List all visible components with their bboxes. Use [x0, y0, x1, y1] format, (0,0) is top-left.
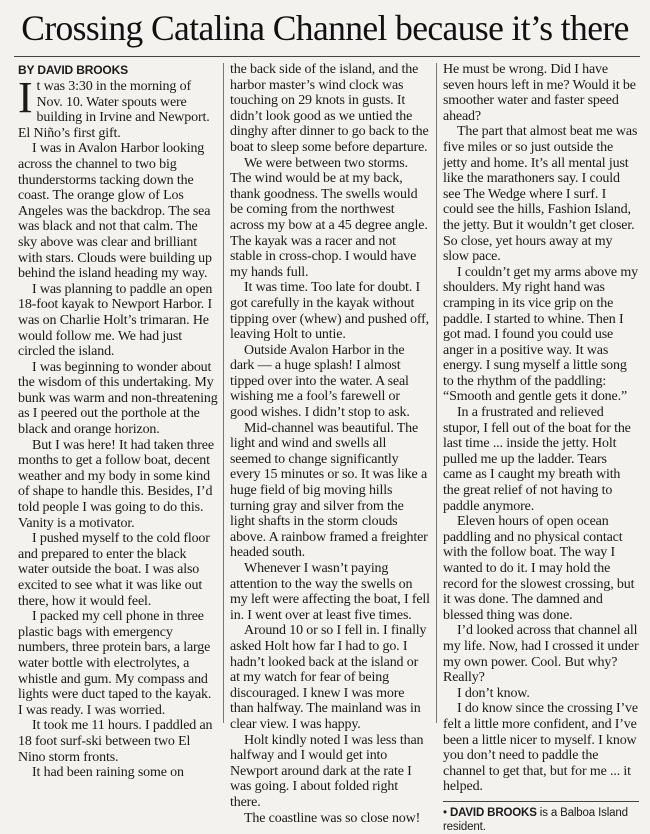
paragraph: It had been raining some on	[32, 765, 184, 781]
paragraph: I do know since the crossing I’ve felt a little more confident, and I’ve been a little nicer to myself. I know you don’t need to paddle the channel to get that, but for me ... it helped.	[443, 701, 638, 795]
paragraph: We were between two storms. The wind would be at my back, thank goodness. The swells would be coming from the northwest across my bow at a 45 degree angle. The kayak was a racer and not stable in cross-chop. I would have my hands full.	[230, 155, 428, 280]
byline: BY DAVID BROOKS	[18, 63, 128, 77]
paragraph: The coastline was so close now!	[244, 810, 421, 826]
bullet-icon: •	[443, 806, 447, 819]
paragraph: I pushed myself to the cold floor and prepared to enter the black water outside the boat. I was also excited to see what it was like out there, how it would feel.	[18, 531, 210, 609]
paragraph: I was beginning to wonder about the wisdom of this undertaking. My bunk was warm and non-threatening as I peered out the porthole at the black and orange horizon.	[18, 359, 218, 438]
paragraph: I couldn’t get my arms above my shoulders. My right hand was cramping in its vice grip on the paddle. I started to whine. Then I got mad. I found you could use anger in a positive way. It was energy. I sung myself a little song to the rhythm of the paddling: “Smooth and gentle gets it done.”	[443, 264, 638, 405]
column-divider	[223, 63, 224, 723]
paragraph: Around 10 or so I fell in. I finally asked Holt how far I had to go. I hadn’t looked back at the island or at my watch for fear of being discouraged. I knew I was more than halfway. The mainland was in clear view. I was happy.	[230, 623, 427, 732]
author-tagline	[443, 801, 639, 834]
paragraph: He must be wrong. Did I have seven hours left in me? Would it be smoother water and faster speed ahead?	[443, 62, 636, 124]
paragraph: I was planning to paddle an open 18-foot kayak to Newport Harbor. I was on Charlie Holt’s trimaran. He would follow me. We had just circled the island.	[18, 281, 213, 360]
headline: Crossing Catalina Channel because it’s there	[21, 8, 629, 48]
author-bio: is a Balboa Island resident.	[443, 806, 628, 833]
headline-rule	[14, 56, 640, 57]
author-name: DAVID BROOKS	[449, 806, 537, 819]
column-divider	[436, 63, 437, 723]
lead-paragraph: It was 3:30 in the morning of Nov. 10. Water spouts were building in Irvine and Newport. El Niño’s first gift.	[18, 73, 210, 141]
paragraph: I was in Avalon Harbor looking across the channel to two big thunderstorms tacking down the coast. The orange glow of Los Angeles was the backdrop. The sea was black and not that calm. The sky above was clear and brilliant with stars. Clouds were building up behind the island heading my way.	[18, 141, 212, 282]
paragraph: Whenever I wasn’t paying attention to the way the swells on my left were affecting the boat, I fell in. I went over at least five times.	[230, 561, 430, 623]
paragraph: I don’t know.	[457, 685, 530, 701]
paragraph: In a frustrated and relieved stupor, I fell out of the boat for the last time ... inside the jetty. Holt pulled me up the ladder. Tears came as I caught my breath with the great relief of not having to paddle anymore.	[443, 405, 631, 514]
drop-cap: I	[18, 73, 33, 122]
paragraph: Holt kindly noted I was less than halfway and I would get into Newport around dark at the rate I was going. I about folded right there.	[230, 732, 424, 810]
paragraph: I’d looked across that channel all my life. Now, had I crossed it under my own power. Cool. But why? Really?	[443, 623, 639, 686]
article-column-1	[18, 62, 218, 781]
paragraph: I packed my cell phone in three plastic bags with emergency numbers, three protein bars, a large water bottle with electrolytes, a whistle and gum. My compass and lights were duct taped to the kayak. I was ready. I was worried.	[18, 609, 212, 718]
paragraph: The part that almost beat me was five miles or so just outside the jetty and home. It’s all mental just like the marathoners say. I could see The Wedge where I surf. I could see the hills, Fashion Island, the jetty. But it wouldn’t get closer. So close, yet hours away at my slow pace.	[443, 124, 638, 265]
paragraph: Mid-channel was beautiful. The light and wind and swells all seemed to change significantly every 15 minutes or so. It was like a huge field of big moving hills turning gray and silver from the light shafts in the storm clouds above. A rainbow framed a freighter headed south.	[230, 420, 428, 561]
article-column-3	[443, 62, 639, 833]
paragraph: Outside Avalon Harbor in the dark — a huge splash! I almost tipped over into the water. A seal wishing me a fool’s farewell or good wishes. I didn’t stop to ask.	[230, 342, 410, 421]
paragraph: But I was here! It had taken three months to get a follow boat, decent weather and my body in some kind of shape to handle this. Besides, I’d told people I was going to do this. Vanity is a motivator.	[18, 437, 214, 531]
paragraph: the back side of the island, and the harbor master’s wind clock was touching on 29 knots in gusts. It didn’t look good as we untied the dinghy after dinner to go back to the boat to sleep some before departure.	[230, 62, 429, 155]
paragraph: Eleven hours of open ocean paddling and no physical contact with the follow boat. The way I wanted to do it. I may hold the record for the slowest crossing, but it was done. The damned and blessed thing was done.	[443, 514, 635, 623]
paragraph: It took me 11 hours. I paddled an 18 foot surf-ski between two El Nino storm fronts.	[18, 718, 213, 765]
paragraph: It was time. Too late for doubt. I got carefully in the kayak without tipping over (whew) and pushed off, leaving Holt to untie.	[230, 280, 430, 343]
article-column-2	[230, 62, 430, 826]
